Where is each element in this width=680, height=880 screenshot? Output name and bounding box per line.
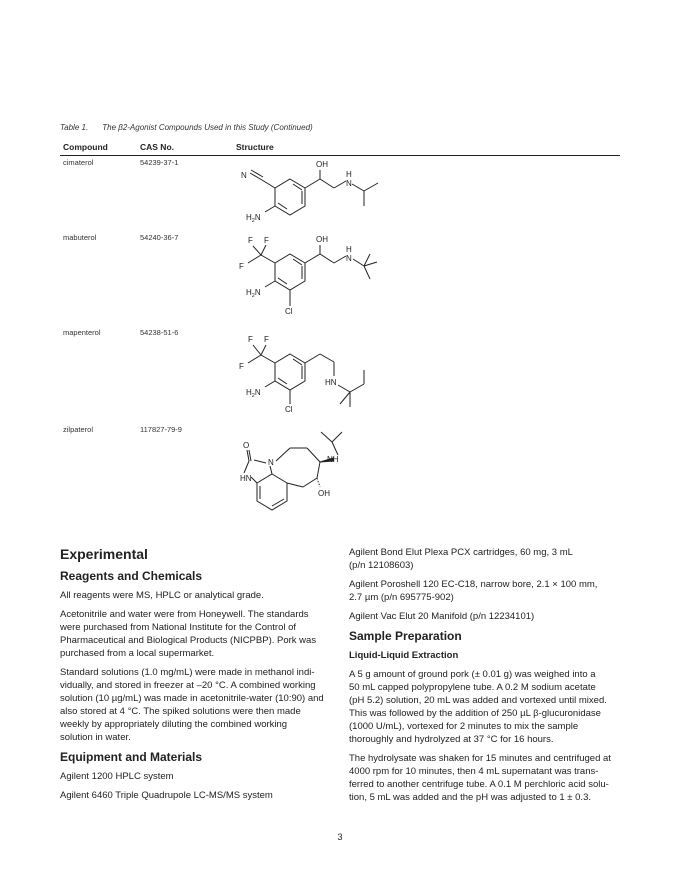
mabuterol-n: N (346, 254, 352, 263)
right-column (349, 546, 623, 810)
mabuterol-cl: Cl (285, 307, 293, 316)
sample-prep-heading: Sample Preparation (349, 629, 462, 643)
zilpaterol-nh: NH (327, 455, 339, 464)
equipment-item-5: Agilent Vac Elut 20 Manifold (p/n 12234101) (349, 611, 535, 622)
lle-paragraph-1: A 5 g amount of ground pork (± 0.01 g) was weighed into a 50 mL capped polypropylene tube. A 0.2 M sodium acetate (pH 5.2) solution, 20 mL was added and vortexed until mixed. This was followed by the addition of 250 µL β-glucuronidase (1000 U/mL), vortexed for 2 minutes to mix the sample thoroughly and hydrolyzed at 37 °C for 16 hours. (349, 669, 607, 745)
cimaterol-h2n: $H_2N$ (246, 213, 261, 224)
cimaterol-n: N (346, 179, 352, 188)
equipment-item-4: Agilent Poroshell 120 EC-C18, narrow bore, 2.1 × 100 mm, 2.7 µm (p/n 695775-902) (349, 579, 598, 603)
mabuterol-f1: F (248, 236, 253, 245)
equipment-item-1: Agilent 1200 HPLC system (60, 771, 174, 782)
lle-paragraph-2: The hydrolysate was shaken for 15 minutes and centrifuged at 4000 rpm for 10 minutes, then 4 mL supernatant was trans- ferred to another centrifuge tube. A 0.1 M perchloric acid solu- tion, 5 mL was added and the pH was adjusted to 1 ± 0.3. (349, 753, 611, 803)
mapenterol-hn: HN (325, 378, 337, 387)
cas-number-zilpaterol: 117827-79-9 (140, 425, 182, 434)
cimaterol-nitrile-n: N (241, 171, 247, 180)
mapenterol-cl: Cl (285, 405, 293, 414)
equipment-item-3: Agilent Bond Elut Plexa PCX cartridges, 60 mg, 3 mL (p/n 12108603) (349, 547, 573, 571)
header-cas: CAS No. (140, 142, 174, 152)
reagents-paragraph-3: Standard solutions (1.0 mg/mL) were made in methanol indi- vidually, and stored in freezer at –20 °C. A combined working solution (10 µg/mL) was made in acetonitrile-water (10:90) and also stored at 4 °C. The spiked solutions were then made weekly by appropriately diluting the combined working solution in water. (60, 667, 324, 743)
equipment-heading: Equipment and Materials (60, 750, 203, 764)
zilpaterol-o: O (243, 441, 250, 450)
table-caption-text: The β2-Agonist Compounds Used in this Study (Continued) (102, 123, 313, 132)
cimaterol-h: H (346, 170, 352, 179)
cas-number-cimaterol: 54239-37-1 (140, 158, 179, 167)
table-caption-label: Table 1. (60, 123, 89, 132)
mabuterol-f2: F (264, 236, 269, 245)
lle-heading: Liquid-Liquid Extraction (349, 650, 459, 661)
mabuterol-h: H (346, 245, 352, 254)
mabuterol-h2n: $H_2N$ (246, 288, 261, 299)
zilpaterol-benzene-ring (257, 474, 287, 510)
zilpaterol-oh: OH (318, 489, 330, 498)
left-column (60, 546, 334, 808)
mabuterol-f3: F (239, 262, 244, 271)
mapenterol-f2: F (264, 335, 269, 344)
reagents-paragraph-1: All reagents were MS, HPLC or analytical grade. (60, 590, 264, 601)
zilpaterol-hn: HN (240, 474, 252, 483)
compound-name-zilpaterol: zilpaterol (63, 425, 94, 434)
reagents-paragraph-2: Acetonitrile and water were from Honeywell. The standards were purchased from National Institute for the Control of Pharmaceutical and Biological Products (NICPBP). Pork was purchased from a local supermarket. (60, 609, 317, 659)
header-compound: Compound (63, 142, 108, 152)
mapenterol-f3: F (239, 362, 244, 371)
mapenterol-f1: F (248, 335, 253, 344)
equipment-item-2: Agilent 6460 Triple Quadrupole LC-MS/MS system (60, 790, 273, 801)
compound-name-mapenterol: mapenterol (63, 328, 101, 337)
header-structure: Structure (236, 142, 274, 152)
mapenterol-h2n: $H_2N$ (246, 388, 261, 399)
cimaterol-oh: OH (316, 160, 328, 169)
zilpaterol-n: N (268, 458, 274, 467)
compound-name-mabuterol: mabuterol (63, 233, 97, 242)
page-number: 3 (337, 832, 343, 842)
cas-number-mapenterol: 54238-51-6 (140, 328, 179, 337)
cas-number-mabuterol: 54240-36-7 (140, 233, 179, 242)
reagents-heading: Reagents and Chemicals (60, 569, 203, 583)
mabuterol-oh: OH (316, 235, 328, 244)
experimental-heading: Experimental (60, 546, 148, 562)
compound-name-cimaterol: cimaterol (63, 158, 94, 167)
